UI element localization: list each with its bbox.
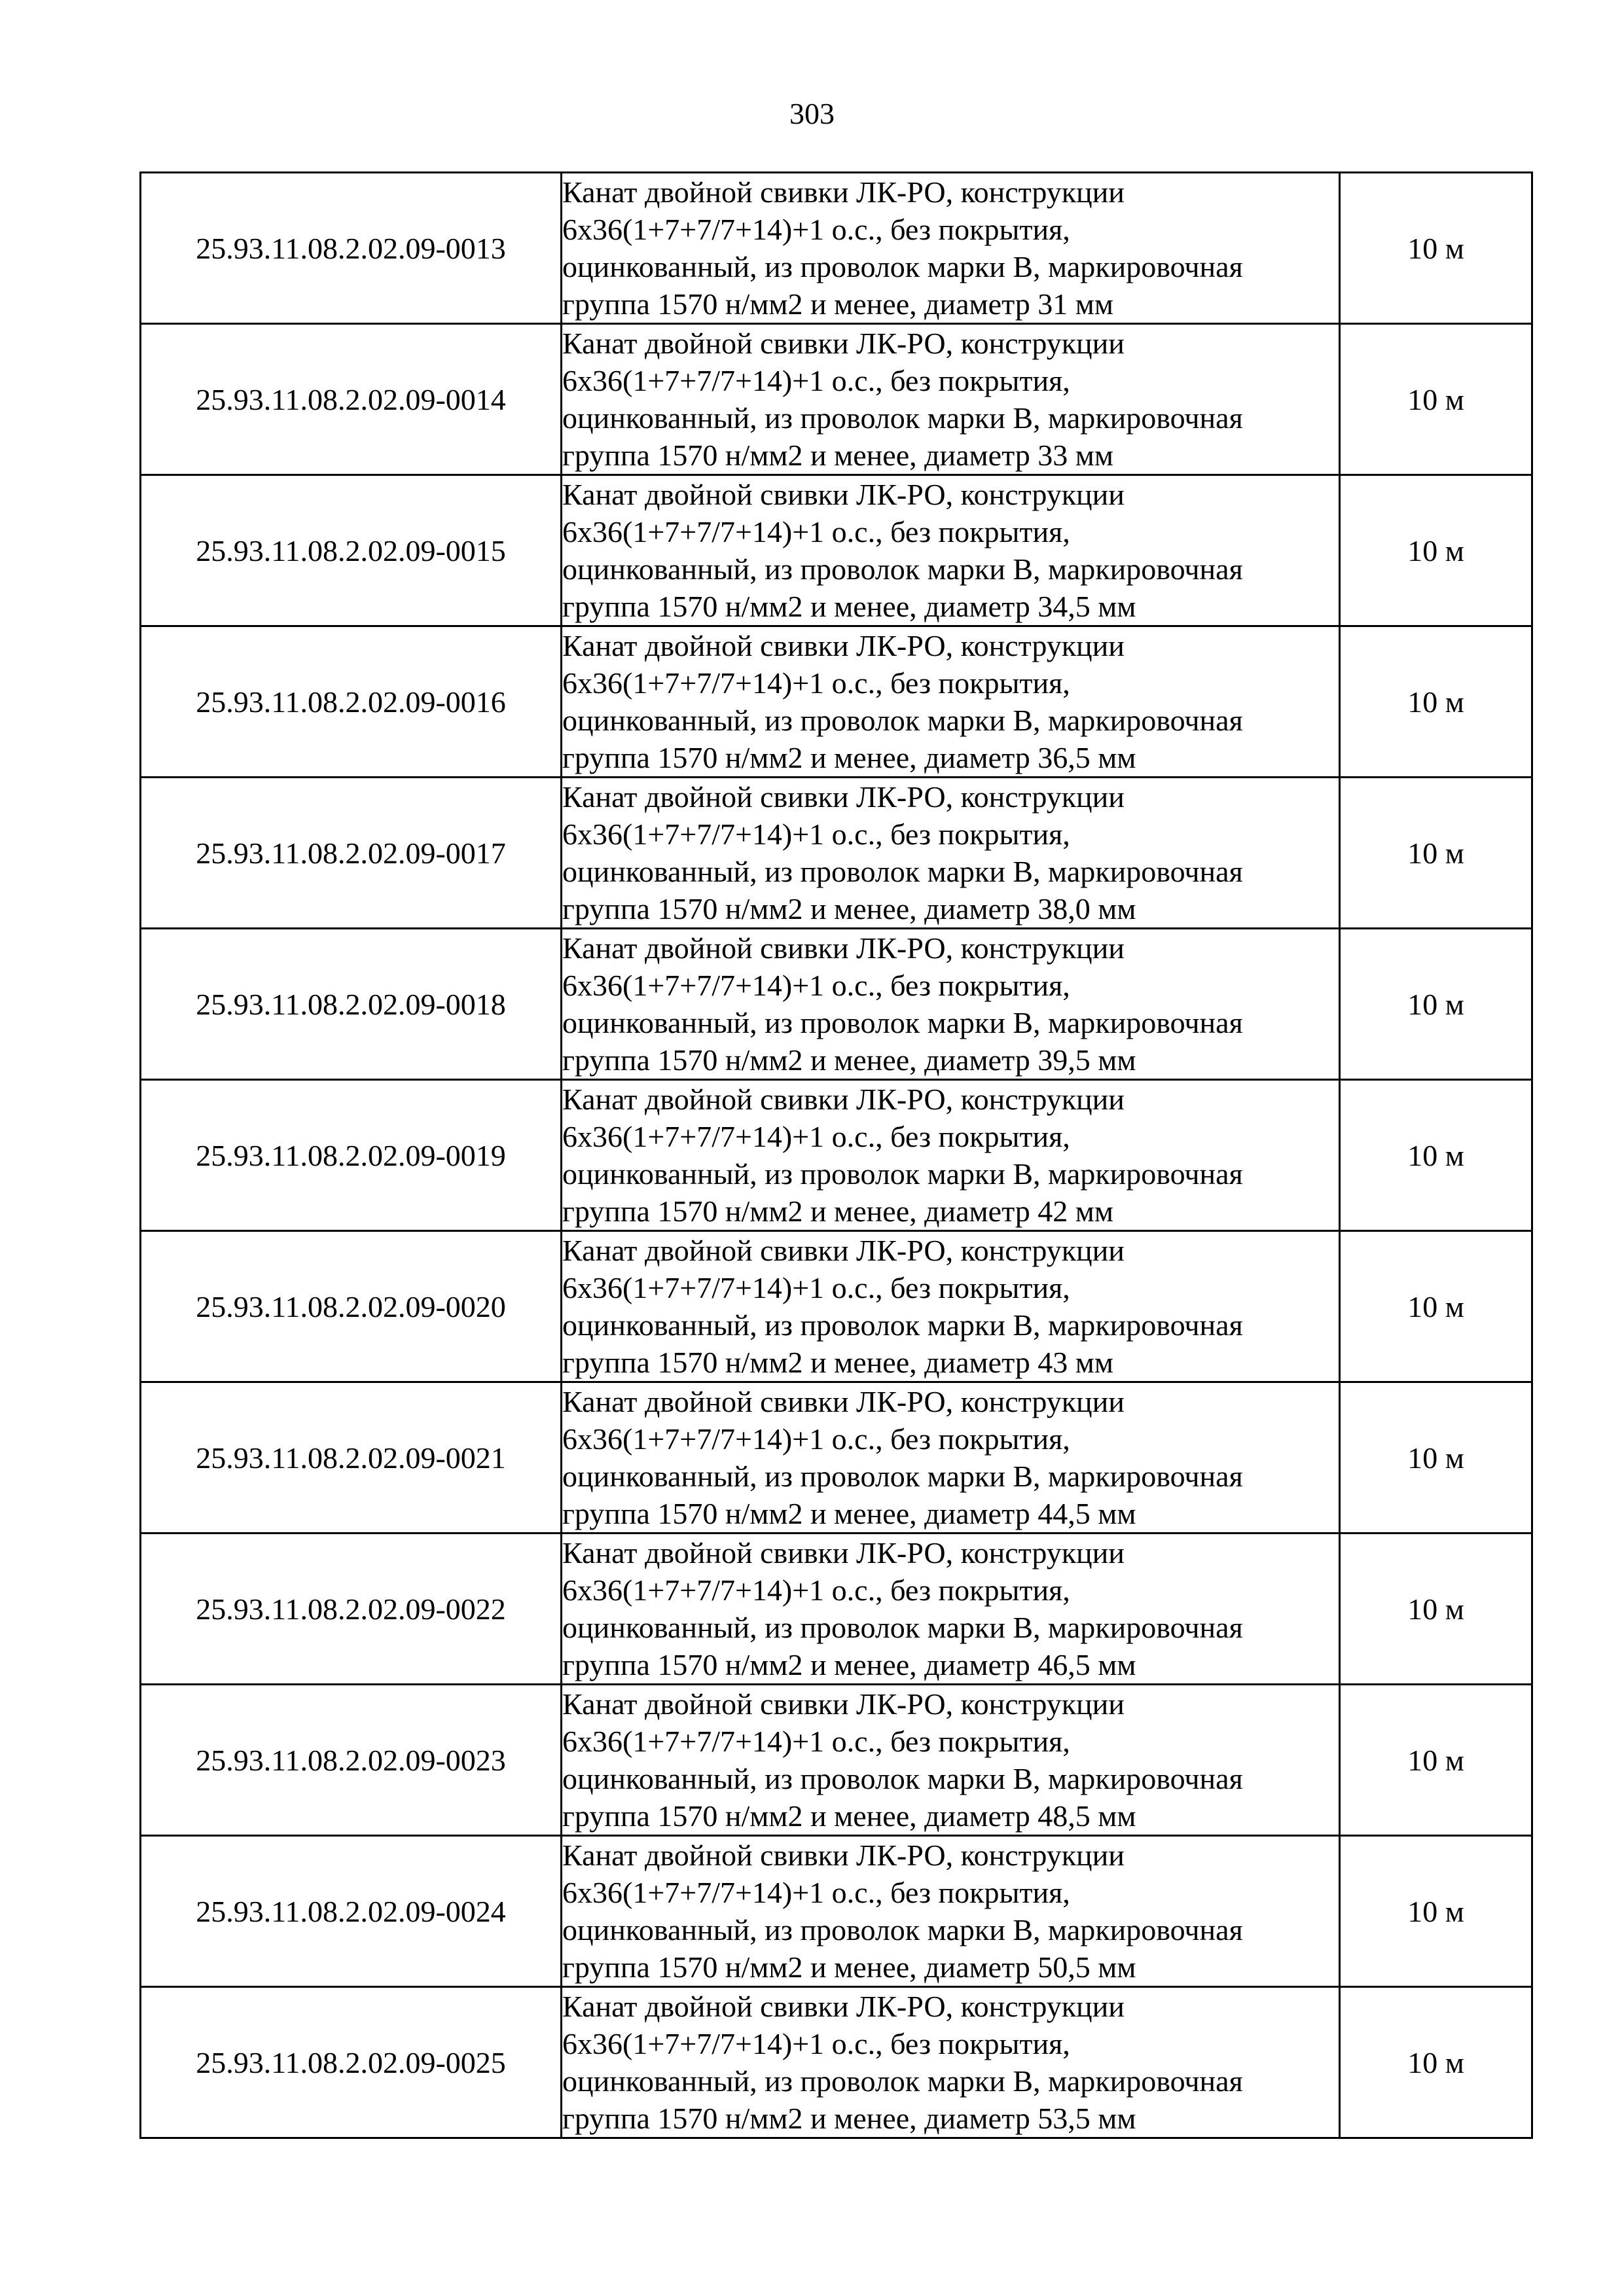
description-line: оцинкованный, из проволок марки В, маркировочная xyxy=(562,855,1243,888)
measurement-unit: 10 м xyxy=(1340,1534,1532,1685)
resource-description xyxy=(562,626,1340,778)
resource-description xyxy=(562,1382,1340,1534)
description-line: Канат двойной свивки ЛК-РО, конструкции xyxy=(562,1385,1125,1418)
resource-code: 25.93.11.08.2.02.09-0020 xyxy=(141,1231,562,1382)
resource-code: 25.93.11.08.2.02.09-0019 xyxy=(141,1080,562,1231)
description-line: 6х36(1+7+7/7+14)+1 о.с., без покрытия, xyxy=(562,969,1070,1002)
measurement-unit: 10 м xyxy=(1340,1987,1532,2138)
table-row xyxy=(141,1534,1532,1685)
measurement-unit: 10 м xyxy=(1340,1382,1532,1534)
description-line: 6х36(1+7+7/7+14)+1 о.с., без покрытия, xyxy=(562,2027,1070,2060)
table-row xyxy=(141,173,1532,324)
resource-code: 25.93.11.08.2.02.09-0013 xyxy=(141,173,562,324)
description-line: Канат двойной свивки ЛК-РО, конструкции xyxy=(562,175,1125,209)
table-row xyxy=(141,1987,1532,2138)
description-line: оцинкованный, из проволок марки В, маркировочная xyxy=(562,2064,1243,2098)
resource-code: 25.93.11.08.2.02.09-0016 xyxy=(141,626,562,778)
description-line: группа 1570 н/мм2 и менее, диаметр 39,5 мм xyxy=(562,1043,1136,1077)
description-line: Канат двойной свивки ЛК-РО, конструкции xyxy=(562,931,1125,965)
description-line: 6х36(1+7+7/7+14)+1 о.с., без покрытия, xyxy=(562,515,1070,548)
table-row xyxy=(141,1685,1532,1836)
description-line: оцинкованный, из проволок марки В, маркировочная xyxy=(562,1913,1243,1946)
description-line: группа 1570 н/мм2 и менее, диаметр 33 мм xyxy=(562,439,1113,472)
description-line: группа 1570 н/мм2 и менее, диаметр 44,5 мм xyxy=(562,1497,1136,1530)
measurement-unit: 10 м xyxy=(1340,778,1532,929)
resource-description xyxy=(562,1231,1340,1382)
description-line: группа 1570 н/мм2 и менее, диаметр 38,0 мм xyxy=(562,892,1136,925)
description-line: 6х36(1+7+7/7+14)+1 о.с., без покрытия, xyxy=(562,1725,1070,1758)
description-line: группа 1570 н/мм2 и менее, диаметр 48,5 мм xyxy=(562,1799,1136,1833)
description-line: 6х36(1+7+7/7+14)+1 о.с., без покрытия, xyxy=(562,364,1070,397)
description-line: Канат двойной свивки ЛК-РО, конструкции xyxy=(562,1083,1125,1116)
measurement-unit: 10 м xyxy=(1340,475,1532,626)
description-line: 6х36(1+7+7/7+14)+1 о.с., без покрытия, xyxy=(562,817,1070,851)
description-line: группа 1570 н/мм2 и менее, диаметр 31 мм xyxy=(562,287,1113,321)
table-row xyxy=(141,475,1532,626)
description-line: Канат двойной свивки ЛК-РО, конструкции xyxy=(562,780,1125,814)
measurement-unit: 10 м xyxy=(1340,1836,1532,1987)
description-line: 6х36(1+7+7/7+14)+1 о.с., без покрытия, xyxy=(562,1271,1070,1304)
description-line: оцинкованный, из проволок марки В, маркировочная xyxy=(562,1006,1243,1039)
description-line: 6х36(1+7+7/7+14)+1 о.с., без покрытия, xyxy=(562,1422,1070,1456)
description-line: группа 1570 н/мм2 и менее, диаметр 36,5 мм xyxy=(562,741,1136,774)
description-line: группа 1570 н/мм2 и менее, диаметр 53,5 мм xyxy=(562,2102,1136,2135)
description-line: Канат двойной свивки ЛК-РО, конструкции xyxy=(562,1839,1125,1872)
resource-description xyxy=(562,475,1340,626)
description-line: группа 1570 н/мм2 и менее, диаметр 50,5 мм xyxy=(562,1950,1136,1984)
description-line: Канат двойной свивки ЛК-РО, конструкции xyxy=(562,327,1125,360)
measurement-unit: 10 м xyxy=(1340,929,1532,1080)
resource-catalog-table xyxy=(139,171,1533,2139)
description-line: оцинкованный, из проволок марки В, маркировочная xyxy=(562,1308,1243,1342)
resource-code: 25.93.11.08.2.02.09-0021 xyxy=(141,1382,562,1534)
resource-code: 25.93.11.08.2.02.09-0023 xyxy=(141,1685,562,1836)
resource-code: 25.93.11.08.2.02.09-0017 xyxy=(141,778,562,929)
description-line: Канат двойной свивки ЛК-РО, конструкции xyxy=(562,1990,1125,2023)
description-line: группа 1570 н/мм2 и менее, диаметр 34,5 мм xyxy=(562,590,1136,623)
resource-description xyxy=(562,1685,1340,1836)
table-row xyxy=(141,324,1532,475)
resource-code: 25.93.11.08.2.02.09-0014 xyxy=(141,324,562,475)
page-number: 303 xyxy=(789,97,835,130)
description-line: 6х36(1+7+7/7+14)+1 о.с., без покрытия, xyxy=(562,213,1070,246)
description-line: Канат двойной свивки ЛК-РО, конструкции xyxy=(562,478,1125,511)
resource-code: 25.93.11.08.2.02.09-0025 xyxy=(141,1987,562,2138)
resource-description xyxy=(562,324,1340,475)
measurement-unit: 10 м xyxy=(1340,1685,1532,1836)
description-line: оцинкованный, из проволок марки В, маркировочная xyxy=(562,250,1243,283)
resource-code: 25.93.11.08.2.02.09-0018 xyxy=(141,929,562,1080)
description-line: оцинкованный, из проволок марки В, маркировочная xyxy=(562,1157,1243,1191)
resource-code: 25.93.11.08.2.02.09-0015 xyxy=(141,475,562,626)
description-line: 6х36(1+7+7/7+14)+1 о.с., без покрытия, xyxy=(562,1573,1070,1607)
description-line: Канат двойной свивки ЛК-РО, конструкции xyxy=(562,629,1125,662)
table-row xyxy=(141,1382,1532,1534)
table-body xyxy=(141,173,1532,2138)
resource-code: 25.93.11.08.2.02.09-0024 xyxy=(141,1836,562,1987)
description-line: оцинкованный, из проволок марки В, маркировочная xyxy=(562,552,1243,586)
resource-description xyxy=(562,173,1340,324)
description-line: Канат двойной свивки ЛК-РО, конструкции xyxy=(562,1687,1125,1721)
table-row xyxy=(141,778,1532,929)
resource-description xyxy=(562,778,1340,929)
description-line: 6х36(1+7+7/7+14)+1 о.с., без покрытия, xyxy=(562,666,1070,700)
description-line: Канат двойной свивки ЛК-РО, конструкции xyxy=(562,1234,1125,1267)
table-row xyxy=(141,626,1532,778)
description-line: группа 1570 н/мм2 и менее, диаметр 46,5 мм xyxy=(562,1648,1136,1681)
description-line: группа 1570 н/мм2 и менее, диаметр 43 мм xyxy=(562,1346,1113,1379)
resource-code: 25.93.11.08.2.02.09-0022 xyxy=(141,1534,562,1685)
resource-description xyxy=(562,1080,1340,1231)
description-line: 6х36(1+7+7/7+14)+1 о.с., без покрытия, xyxy=(562,1120,1070,1153)
measurement-unit: 10 м xyxy=(1340,173,1532,324)
description-line: группа 1570 н/мм2 и менее, диаметр 42 мм xyxy=(562,1194,1113,1228)
description-line: оцинкованный, из проволок марки В, маркировочная xyxy=(562,704,1243,737)
measurement-unit: 10 м xyxy=(1340,1231,1532,1382)
description-line: оцинкованный, из проволок марки В, маркировочная xyxy=(562,1460,1243,1493)
resource-description xyxy=(562,1987,1340,2138)
measurement-unit: 10 м xyxy=(1340,626,1532,778)
table-row xyxy=(141,929,1532,1080)
table-row xyxy=(141,1836,1532,1987)
description-line: 6х36(1+7+7/7+14)+1 о.с., без покрытия, xyxy=(562,1876,1070,1909)
table-row xyxy=(141,1080,1532,1231)
description-line: оцинкованный, из проволок марки В, маркировочная xyxy=(562,1611,1243,1644)
description-line: оцинкованный, из проволок марки В, маркировочная xyxy=(562,1762,1243,1795)
measurement-unit: 10 м xyxy=(1340,324,1532,475)
resource-description xyxy=(562,929,1340,1080)
description-line: оцинкованный, из проволок марки В, маркировочная xyxy=(562,401,1243,435)
resource-description xyxy=(562,1534,1340,1685)
table-row xyxy=(141,1231,1532,1382)
measurement-unit: 10 м xyxy=(1340,1080,1532,1231)
resource-description xyxy=(562,1836,1340,1987)
description-line: Канат двойной свивки ЛК-РО, конструкции xyxy=(562,1536,1125,1570)
